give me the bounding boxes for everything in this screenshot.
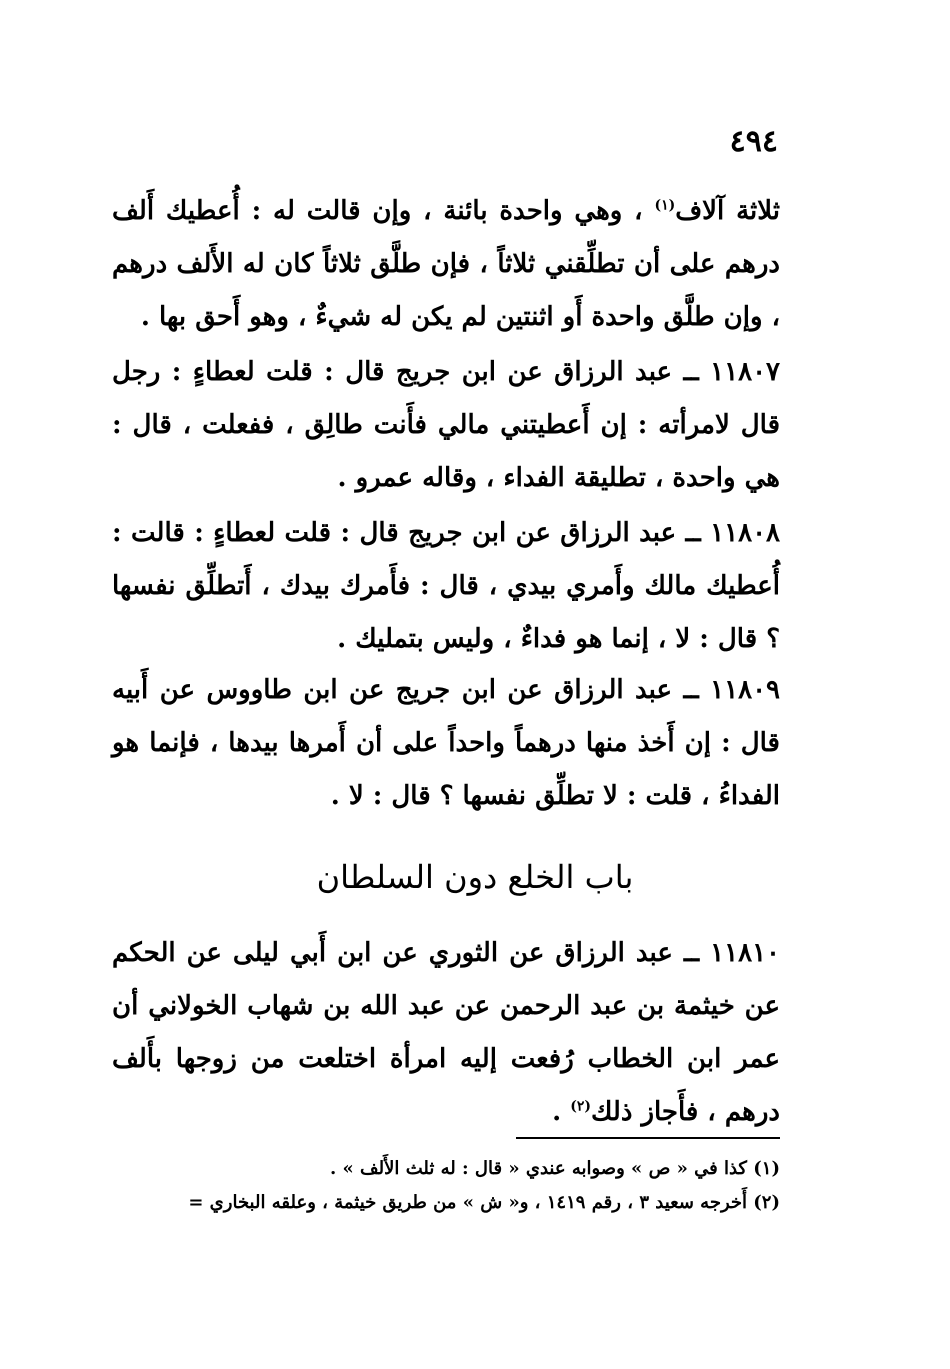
paragraph-text: ١١٨١٠ ــ عبد الرزاق عن الثوري عن ابن أَبي ليلى عن الحكم عن خيثمة بن عبد الرحمن عن عبد الله بن شهاب الخولاني أن عمر ابن الخطاب رُفعت إليه امرأة اختلعت من زوجها بأَلف درهم ، فأَجاز ذلك: [112, 938, 781, 1127]
hadith-11807: ١١٨٠٧ ــ عبد الرزاق عن ابن جريج قال : قلت لعطاءٍ : رجل قال لامرأته : إن أَعطيتني مالي فأَنت طالِق ، ففعلت ، قال : هي واحدة ، تطليقة الفداء ، وقاله عمرو .: [112, 357, 780, 493]
footnote-1: (١) كذا في « ص » وصوابه عندي « قال : له ثلث الأَلف » .: [330, 1158, 780, 1179]
paragraph-text: ، وهي واحدة بائنة ، وإن قالت له : أُعطيك أَلف درهم على أن تطلِّقني ثلاثاً ، فإن طلَّق ثلاثاً كان له الأَلف درهم ، وإن طلَّق واحدة أَو اثنتين لم يكن له شيءٌ ، وهو أَحق بها .: [112, 196, 780, 332]
footnote-2: (٢) أَخرجه سعيد ٣ ، رقم ١٤١٩ ، و« ش » من طريق خيثمة ، وعلقه البخاري =: [188, 1192, 780, 1213]
hadith-11808: ١١٨٠٨ ــ عبد الرزاق عن ابن جريج قال : قلت لعطاءٍ : قالت : أُعطيك مالك وأَمري بيدي ، قال : فأَمرك بيدك ، أَتطلِّق نفسها ؟ قال : لا ، إنما هو فداءٌ ، وليس بتمليك .: [112, 518, 780, 654]
paragraph-continuation: [112, 185, 780, 344]
footnote-ref-2: (٢): [570, 1098, 591, 1115]
hadith-11809: ١١٨٠٩ ــ عبد الرزاق عن ابن جريج عن ابن طاووس عن أَبيه قال : إن أَخذ منها درهماً واحداً على أن أَمرها بيدها ، فإنما هو الفداءُ ، قلت : لا تطلِّق نفسها ؟ قال : لا .: [112, 675, 780, 811]
footnote-divider: [516, 1137, 780, 1139]
chapter-heading: باب الخلع دون السلطان: [316, 858, 634, 896]
hadith-11810: [112, 927, 780, 1139]
page-number: ٤٩٤: [729, 124, 778, 159]
footnote-ref-1: (١): [654, 197, 676, 214]
paragraph-text: .: [552, 1097, 571, 1127]
paragraph-text: ثلاثة آلاف: [675, 196, 781, 226]
